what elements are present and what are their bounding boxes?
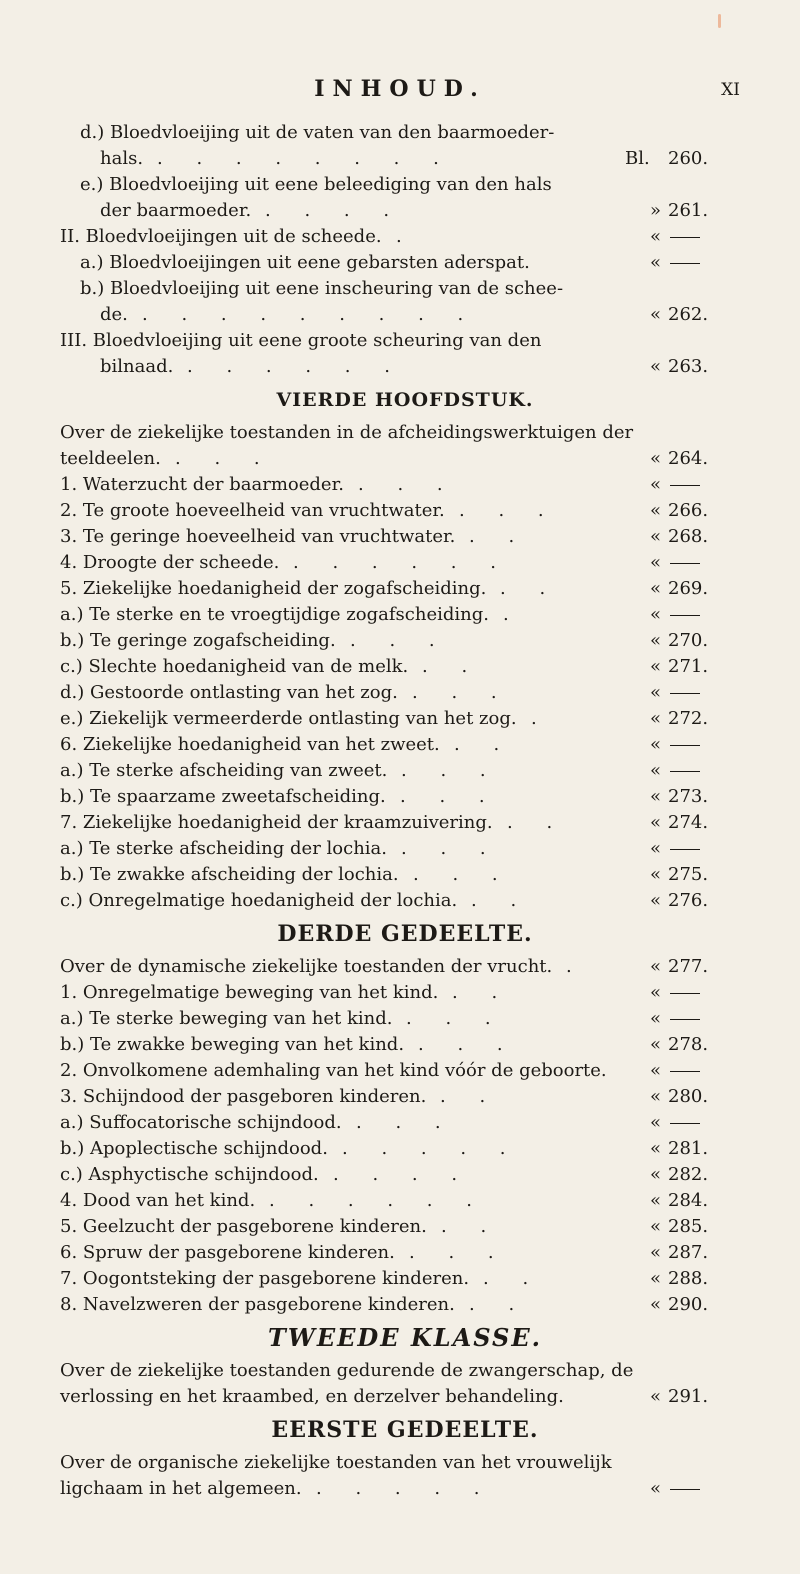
entry-text: e.) Bloedvloeijing uit eene beleediging van den hals bbox=[80, 174, 552, 195]
entry-text: 6. Ziekelijke hoedanigheid van het zweet. bbox=[60, 734, 440, 755]
entry-text: c.) Slechte hoedanigheid van de melk. bbox=[60, 656, 409, 677]
same-page-dash bbox=[670, 1071, 700, 1072]
ditto-mark: « bbox=[650, 1268, 662, 1289]
section-heading: VIERDE HOOFDSTUK. bbox=[276, 389, 534, 411]
toc-entry bbox=[60, 550, 750, 576]
toc-entry bbox=[60, 836, 750, 862]
toc-entry bbox=[60, 784, 750, 810]
leader-dots: . . . . . bbox=[342, 1138, 520, 1159]
page-header bbox=[0, 76, 800, 106]
leader-dots: . . . bbox=[459, 500, 558, 521]
ditto-mark: « bbox=[650, 474, 662, 495]
leader-dots: . . bbox=[422, 656, 482, 677]
toc-entry bbox=[60, 602, 750, 628]
ditto-mark: « bbox=[650, 304, 662, 325]
toc-entry bbox=[60, 498, 750, 524]
page-ref: 275. bbox=[668, 864, 709, 885]
section-heading: DERDE GEDEELTE. bbox=[277, 921, 533, 947]
leader-dots: . bbox=[531, 708, 551, 729]
same-page-dash bbox=[670, 237, 700, 238]
ditto-mark: » bbox=[650, 200, 662, 221]
entry-text: 4. Droogte der scheede. bbox=[60, 552, 280, 573]
entry-text: 3. Schijndood der pasgeboren kinderen. bbox=[60, 1086, 427, 1107]
leader-dots: . . . . . . bbox=[187, 356, 404, 377]
same-page-dash bbox=[670, 615, 700, 616]
toc-entry bbox=[60, 1384, 750, 1410]
toc-entry bbox=[60, 146, 750, 172]
entry-text: 4. Dood van het kind. bbox=[60, 1190, 256, 1211]
entry-text: 5. Geelzucht der pasgeborene kinderen. bbox=[60, 1216, 427, 1237]
leader-dots: . . . bbox=[401, 760, 500, 781]
leader-dots: . . . . bbox=[265, 200, 404, 221]
page-ref: 280. bbox=[668, 1086, 709, 1107]
ditto-mark: « bbox=[650, 578, 662, 599]
page-ref: 269. bbox=[668, 578, 709, 599]
toc-entry bbox=[60, 810, 750, 836]
toc-entry bbox=[60, 862, 750, 888]
leader-dots: . . . . . . . . bbox=[157, 148, 453, 169]
leader-dots: . . bbox=[469, 1294, 529, 1315]
same-page-dash bbox=[670, 771, 700, 772]
leader-dots: . bbox=[396, 226, 416, 247]
entry-text: d.) Bloedvloeijing uit de vaten van den baarmoeder- bbox=[80, 122, 555, 143]
leader-dots: . . bbox=[454, 734, 514, 755]
same-page-dash bbox=[670, 849, 700, 850]
ditto-mark: « bbox=[650, 448, 662, 469]
toc-entry bbox=[60, 1058, 750, 1084]
entry-text: b.) Te zwakke afscheiding der lochia. bbox=[60, 864, 399, 885]
ditto-mark: « bbox=[650, 1164, 662, 1185]
same-page-dash bbox=[670, 563, 700, 564]
section-heading: TWEEDE KLASSE. bbox=[268, 1323, 542, 1352]
entry-text: III. Bloedvloeijing uit eene groote scheuring van den bbox=[60, 330, 542, 351]
ditto-mark: « bbox=[650, 838, 662, 859]
entry-text: 3. Te geringe hoeveelheid van vruchtwater. bbox=[60, 526, 456, 547]
entry-text: 7. Oogontsteking der pasgeborene kinderen. bbox=[60, 1268, 470, 1289]
entry-text: bilnaad. bbox=[100, 356, 174, 377]
leader-dots: . . . . . . bbox=[269, 1190, 486, 1211]
page-ref: 268. bbox=[668, 526, 709, 547]
toc-entry bbox=[60, 250, 750, 276]
entry-text: a.) Te sterke afscheiding der lochia. bbox=[60, 838, 387, 859]
ditto-mark: « bbox=[650, 1242, 662, 1263]
entry-text: b.) Apoplectische schijndood. bbox=[60, 1138, 328, 1159]
ditto-mark: « bbox=[650, 956, 662, 977]
ditto-mark: « bbox=[650, 630, 662, 651]
ditto-mark: « bbox=[650, 1060, 662, 1081]
ditto-mark: « bbox=[650, 1008, 662, 1029]
ditto-mark: « bbox=[650, 500, 662, 521]
toc-entry bbox=[60, 354, 750, 380]
entry-text: b.) Bloedvloeijing uit eene inscheuring van de schee- bbox=[80, 278, 564, 299]
page-ref: 291. bbox=[668, 1386, 709, 1407]
entry-text: a.) Suffocatorische schijndood. bbox=[60, 1112, 342, 1133]
ditto-mark: « bbox=[650, 864, 662, 885]
toc-entry bbox=[60, 172, 750, 198]
entry-text: 8. Navelzweren der pasgeborene kinderen. bbox=[60, 1294, 455, 1315]
ditto-mark: « bbox=[650, 604, 662, 625]
leader-dots: . . bbox=[469, 526, 529, 547]
entry-text: 2. Te groote hoeveelheid van vruchtwater. bbox=[60, 500, 445, 521]
page-ref: 277. bbox=[668, 956, 709, 977]
page-ref: 271. bbox=[668, 656, 709, 677]
toc-entry bbox=[60, 576, 750, 602]
ditto-mark: « bbox=[650, 1138, 662, 1159]
entry-text: verlossing en het kraambed, en derzelver behandeling. bbox=[60, 1386, 564, 1407]
entry-text: ligchaam in het algemeen. bbox=[60, 1478, 302, 1499]
entry-text: c.) Asphyctische schijndood. bbox=[60, 1164, 319, 1185]
same-page-dash bbox=[670, 1489, 700, 1490]
entry-text: der baarmoeder. bbox=[100, 200, 252, 221]
ditto-mark: « bbox=[650, 734, 662, 755]
entry-text: II. Bloedvloeijingen uit de scheede. bbox=[60, 226, 382, 247]
same-page-dash bbox=[670, 1123, 700, 1124]
toc-entry bbox=[60, 328, 750, 354]
toc-entry bbox=[60, 1240, 750, 1266]
leader-dots: . . . bbox=[350, 630, 449, 651]
entry-text: Over de dynamische ziekelijke toestanden der vrucht. bbox=[60, 956, 553, 977]
page-ref: 284. bbox=[668, 1190, 709, 1211]
entry-text: teeldeelen. bbox=[60, 448, 161, 469]
leader-dots: . bbox=[503, 604, 523, 625]
entry-text: d.) Gestoorde ontlasting van het zog. bbox=[60, 682, 398, 703]
ditto-mark: « bbox=[650, 1034, 662, 1055]
ditto-mark: « bbox=[650, 226, 662, 247]
entry-text: 7. Ziekelijke hoedanigheid der kraamzuivering. bbox=[60, 812, 493, 833]
ditto-mark: « bbox=[650, 552, 662, 573]
ditto-mark: « bbox=[650, 1086, 662, 1107]
leader-dots: . . . bbox=[418, 1034, 517, 1055]
toc-entry bbox=[60, 1292, 750, 1318]
ditto-mark: « bbox=[650, 1216, 662, 1237]
toc-entry bbox=[60, 1084, 750, 1110]
leader-dots: . . . . . bbox=[316, 1478, 494, 1499]
entry-text: Over de organische ziekelijke toestanden van het vrouwelijk bbox=[60, 1452, 612, 1473]
ditto-mark: « bbox=[650, 656, 662, 677]
ditto-mark: Bl. bbox=[625, 148, 650, 169]
toc-entry bbox=[60, 198, 750, 224]
entry-text: e.) Ziekelijk vermeerderde ontlasting van het zog. bbox=[60, 708, 517, 729]
page-number: XI bbox=[721, 80, 740, 100]
leader-dots: . . . bbox=[409, 1242, 508, 1263]
same-page-dash bbox=[670, 745, 700, 746]
ditto-mark: « bbox=[650, 356, 662, 377]
ditto-mark: « bbox=[650, 1294, 662, 1315]
page-ref: 274. bbox=[668, 812, 709, 833]
leader-dots: . . . bbox=[358, 474, 457, 495]
toc-entry bbox=[60, 446, 750, 472]
entry-text: b.) Te geringe zogafscheiding. bbox=[60, 630, 336, 651]
leader-dots: . . bbox=[441, 1216, 501, 1237]
entry-text: 1. Onregelmatige beweging van het kind. bbox=[60, 982, 439, 1003]
toc-entry bbox=[60, 706, 750, 732]
leader-dots: . . bbox=[483, 1268, 543, 1289]
page-ref: 264. bbox=[668, 448, 709, 469]
entry-text: b.) Te zwakke beweging van het kind. bbox=[60, 1034, 405, 1055]
leader-dots: . . . bbox=[356, 1112, 455, 1133]
toc-entry bbox=[60, 758, 750, 784]
entry-text: a.) Te sterke en te vroegtijdige zogafscheiding. bbox=[60, 604, 489, 625]
same-page-dash bbox=[670, 485, 700, 486]
same-page-dash bbox=[670, 263, 700, 264]
leader-dots: . . bbox=[500, 578, 560, 599]
ditto-mark: « bbox=[650, 812, 662, 833]
entry-text: 2. Onvolkomene ademhaling van het kind vóór de geboorte. bbox=[60, 1060, 607, 1081]
ditto-mark: « bbox=[650, 708, 662, 729]
entry-text: 5. Ziekelijke hoedanigheid der zogafscheiding. bbox=[60, 578, 487, 599]
toc-entry bbox=[60, 420, 750, 446]
page-stain bbox=[718, 14, 721, 28]
page-ref: 278. bbox=[668, 1034, 709, 1055]
toc-entry bbox=[60, 524, 750, 550]
leader-dots: . . . bbox=[412, 682, 511, 703]
toc-entry bbox=[60, 1006, 750, 1032]
toc-entry bbox=[60, 1188, 750, 1214]
ditto-mark: « bbox=[650, 786, 662, 807]
toc-entry bbox=[60, 680, 750, 706]
entry-text: a.) Te sterke afscheiding van zweet. bbox=[60, 760, 388, 781]
toc-entry bbox=[60, 628, 750, 654]
page-ref: 281. bbox=[668, 1138, 709, 1159]
toc-entry bbox=[60, 1110, 750, 1136]
toc-entry bbox=[60, 1214, 750, 1240]
ditto-mark: « bbox=[650, 982, 662, 1003]
page-ref: 290. bbox=[668, 1294, 709, 1315]
page-ref: 262. bbox=[668, 304, 709, 325]
leader-dots: . . bbox=[471, 890, 531, 911]
page-ref: 261. bbox=[668, 200, 709, 221]
entry-text: a.) Te sterke beweging van het kind. bbox=[60, 1008, 393, 1029]
ditto-mark: « bbox=[650, 1386, 662, 1407]
leader-dots: . . . bbox=[400, 786, 499, 807]
toc-entry bbox=[60, 302, 750, 328]
toc-entry bbox=[60, 954, 750, 980]
entry-text: Over de ziekelijke toestanden in de afcheidingswerktuigen der bbox=[60, 422, 634, 443]
toc-entry bbox=[60, 1476, 750, 1502]
same-page-dash bbox=[670, 1019, 700, 1020]
leader-dots: . . . . . . . . . bbox=[142, 304, 478, 325]
same-page-dash bbox=[670, 693, 700, 694]
leader-dots: . . bbox=[440, 1086, 500, 1107]
toc-entry bbox=[60, 732, 750, 758]
page-ref: 273. bbox=[668, 786, 709, 807]
ditto-mark: « bbox=[650, 760, 662, 781]
toc-entry bbox=[60, 1450, 750, 1476]
toc-entry bbox=[60, 1136, 750, 1162]
toc-entry bbox=[60, 120, 750, 146]
entry-text: a.) Bloedvloeijingen uit eene gebarsten aderspat. bbox=[80, 252, 530, 273]
same-page-dash bbox=[670, 993, 700, 994]
entry-text: 1. Waterzucht der baarmoeder. bbox=[60, 474, 344, 495]
toc-entry bbox=[60, 1032, 750, 1058]
page-ref: 282. bbox=[668, 1164, 709, 1185]
entry-text: c.) Onregelmatige hoedanigheid der lochia. bbox=[60, 890, 458, 911]
toc-entry bbox=[60, 1162, 750, 1188]
leader-dots: . . . . . . bbox=[293, 552, 510, 573]
page-ref: 287. bbox=[668, 1242, 709, 1263]
ditto-mark: « bbox=[650, 252, 662, 273]
ditto-mark: « bbox=[650, 1112, 662, 1133]
leader-dots: . . bbox=[452, 982, 512, 1003]
page-ref: 285. bbox=[668, 1216, 709, 1237]
page-ref: 276. bbox=[668, 890, 709, 911]
toc-entry bbox=[60, 276, 750, 302]
toc-entry bbox=[60, 224, 750, 250]
leader-dots: . . . . bbox=[333, 1164, 472, 1185]
page-ref: 266. bbox=[668, 500, 709, 521]
leader-dots: . . bbox=[507, 812, 567, 833]
page-ref: 260. bbox=[668, 148, 709, 169]
toc-entry bbox=[60, 472, 750, 498]
leader-dots: . . . bbox=[413, 864, 512, 885]
entry-text: Over de ziekelijke toestanden gedurende de zwangerschap, de bbox=[60, 1360, 634, 1381]
leader-dots: . . . bbox=[401, 838, 500, 859]
section-heading: EERSTE GEDEELTE. bbox=[271, 1417, 539, 1443]
table-of-contents bbox=[60, 120, 750, 1502]
entry-text: b.) Te spaarzame zweetafscheiding. bbox=[60, 786, 386, 807]
toc-entry bbox=[60, 1358, 750, 1384]
running-title: INHOUD. bbox=[314, 76, 486, 102]
ditto-mark: « bbox=[650, 890, 662, 911]
page-ref: 272. bbox=[668, 708, 709, 729]
toc-entry bbox=[60, 980, 750, 1006]
ditto-mark: « bbox=[650, 682, 662, 703]
leader-dots: . . . bbox=[175, 448, 274, 469]
ditto-mark: « bbox=[650, 1190, 662, 1211]
ditto-mark: « bbox=[650, 1478, 662, 1499]
leader-dots: . . . bbox=[406, 1008, 505, 1029]
entry-text: de. bbox=[100, 304, 128, 325]
toc-entry bbox=[60, 888, 750, 914]
entry-text: 6. Spruw der pasgeborene kinderen. bbox=[60, 1242, 395, 1263]
page-ref: 270. bbox=[668, 630, 709, 651]
page-ref: 263. bbox=[668, 356, 709, 377]
page-ref: 288. bbox=[668, 1268, 709, 1289]
ditto-mark: « bbox=[650, 526, 662, 547]
toc-entry bbox=[60, 1266, 750, 1292]
toc-entry bbox=[60, 654, 750, 680]
entry-text: hals. bbox=[100, 148, 144, 169]
leader-dots: . bbox=[566, 956, 586, 977]
